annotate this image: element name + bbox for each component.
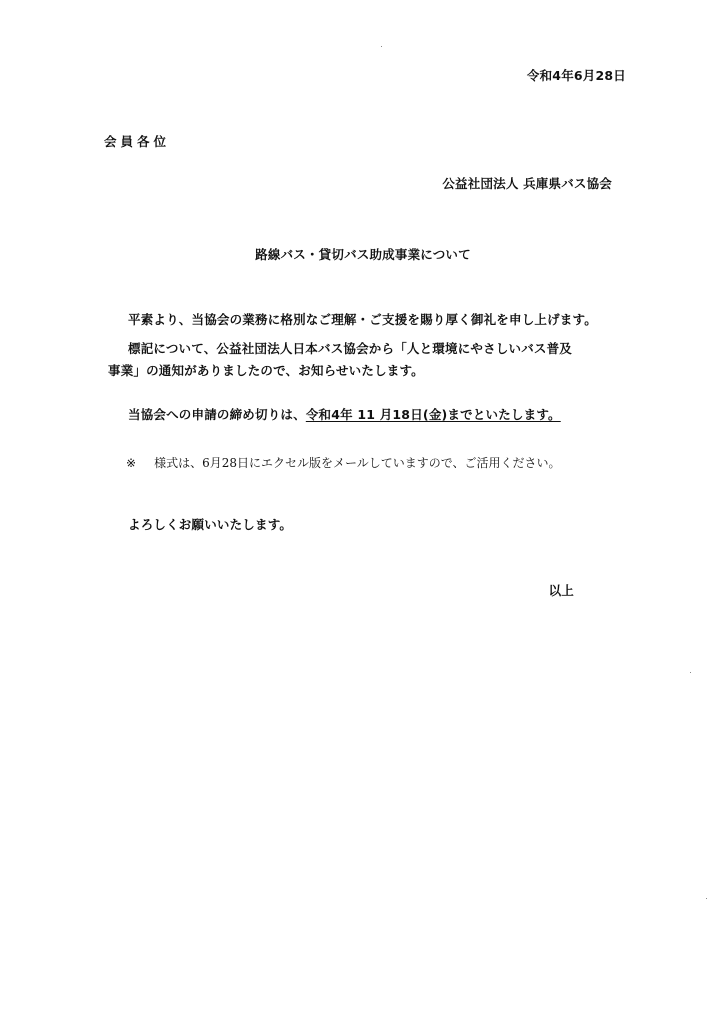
deadline-prefix: 当協会への申請の締め切りは、 xyxy=(128,407,306,422)
sender-organization: 公益社団法人 兵庫県バス協会 xyxy=(442,176,612,191)
letter-title: 路線バス・貸切バス助成事業について xyxy=(255,247,471,262)
notice-paragraph-line-2: 事業」の通知がありましたので、お知らせいたします。 xyxy=(108,363,424,378)
addressee: 会員各位 xyxy=(104,134,171,149)
request-line: よろしくお願いいたします。 xyxy=(128,517,293,532)
note-text: 様式は、6月28日にエクセル版をメールしていますので、ご活用ください。 xyxy=(154,456,561,470)
greeting-paragraph: 平素より、当協会の業務に格別なご理解・ご支援を賜り厚く御礼を申し上げます。 xyxy=(128,312,597,327)
scan-speck xyxy=(706,898,707,899)
notice-paragraph-line-1: 標記について、公益社団法人日本バス協会から「人と環境にやさしいバス普及 xyxy=(128,341,573,356)
note-mark: ※ xyxy=(126,456,137,470)
letter-date: 令和4年6月28日 xyxy=(526,68,626,83)
closing-mark: 以上 xyxy=(548,583,574,598)
scan-speck xyxy=(690,672,691,673)
deadline-paragraph xyxy=(128,407,561,423)
form-note xyxy=(126,454,561,471)
deadline-date: 令和4年 11 月18日(金)までといたします。 xyxy=(305,407,561,422)
scan-speck xyxy=(381,46,382,47)
